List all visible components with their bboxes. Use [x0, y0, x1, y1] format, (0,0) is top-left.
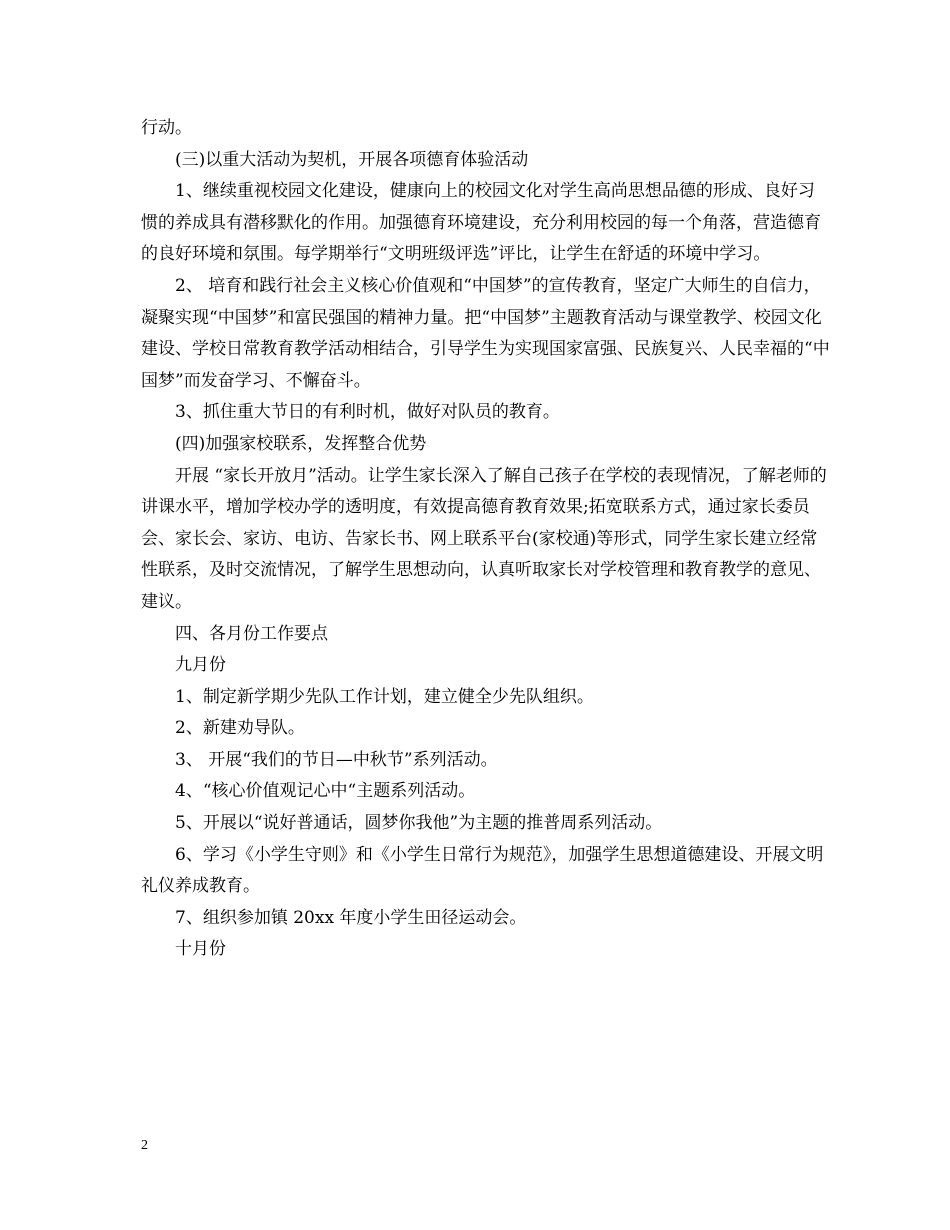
paragraph: 十月份: [175, 939, 226, 960]
body-text: [141, 113, 831, 966]
page-number: 2: [141, 1138, 148, 1153]
paragraph: (四)加强家校联系，发挥整合优势: [175, 433, 427, 454]
paragraph: 九月份: [175, 655, 226, 676]
paragraph: 1、继续重视校园文化建设，健康向上的校园文化对学生高尚思想品德的形成、良好习惯的养成具有潜移默化的作用。加强德育环境建设，充分利用校园的每一个角落，营造德育的良好环境和氛围。每学期举行“文明班级评选”评比，让学生在舒适的环境中学习。: [141, 181, 821, 265]
paragraph: 7、组织参加镇 20xx 年度小学生田径运动会。: [175, 907, 527, 928]
paragraph: 开展 “家长开放月”活动。让学生家长深入了解自己孩子在学校的表现情况，了解老师的讲课水平，增加学校办学的透明度，有效提高德育教育效果;拓宽联系方式，通过家长委员会、家长会、家访、电访、告家长书、网上联系平台(家校通)等形式，同学生家长建立经常性联系，及时交流情况，了解学生思想动向，认真听取家长对学校管理和教育教学的意见、建议。: [141, 465, 827, 612]
paragraph: 3、抓住重大节日的有利时机，做好对队员的教育。: [175, 402, 560, 423]
paragraph: 行动。: [141, 118, 192, 138]
paragraph: 四、各月份工作要点: [175, 623, 328, 644]
paragraph: 4、“核心价值观记心中“主题系列活动。: [175, 781, 476, 802]
paragraph: (三)以重大活动为契机，开展各项德育体验活动: [175, 149, 529, 170]
paragraph: 2、 培育和践行社会主义核心价值观和“中国梦”的宣传教育，坚定广大师生的自信力，凝聚实现“中国梦”和富民强国的精神力量。把“中国梦”主题教育活动与课堂教学、校园文化建设、学校日常教育教学活动相结合，引导学生为实现国家富强、民族复兴、人民幸福的“中国梦”而发奋学习、不懈奋斗。: [141, 275, 830, 391]
paragraph: 1、制定新学期少先队工作计划，建立健全少先队组织。: [175, 686, 594, 707]
paragraph: 2、新建劝导队。: [175, 718, 305, 739]
paragraph: 3、 开展“我们的节日—中秋节”系列活动。: [175, 749, 498, 770]
paragraph: 5、开展以“说好普通话，圆梦你我他”为主题的推普周系列活动。: [175, 813, 663, 834]
paragraph: 6、学习《小学生守则》和《小学生日常行为规范》，加强学生思想道德建设、开展文明礼仪养成教育。: [141, 844, 824, 897]
